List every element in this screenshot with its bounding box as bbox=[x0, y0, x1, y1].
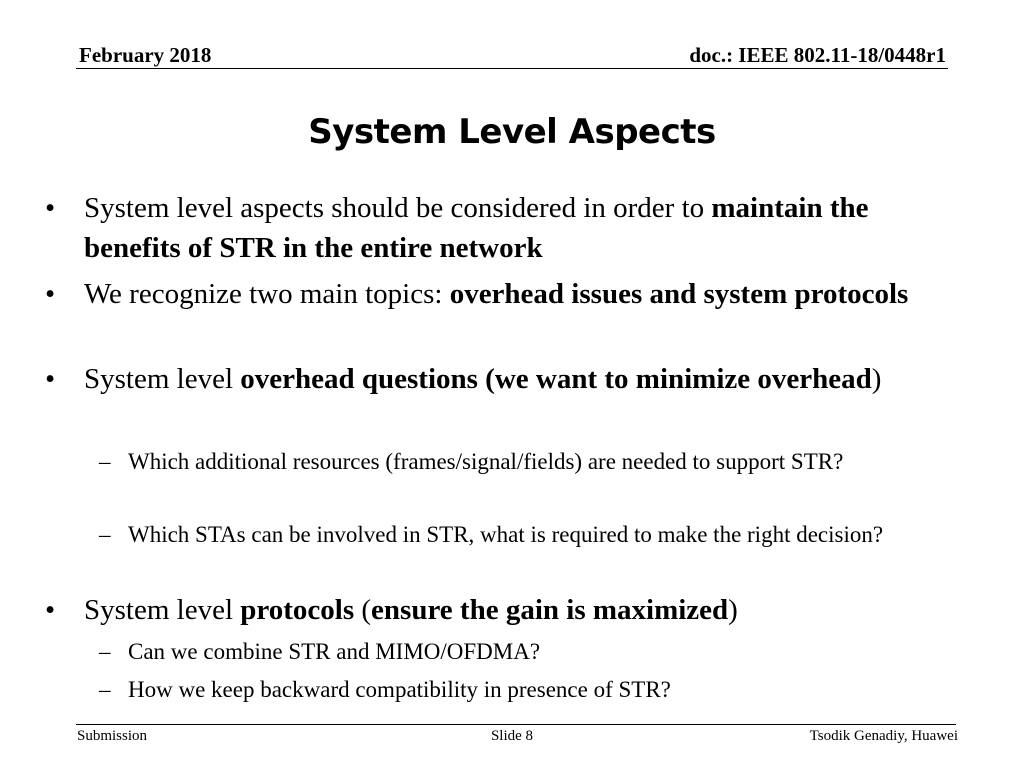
slide-title: System Level Aspects bbox=[308, 112, 716, 152]
sub-bullet-4-2 bbox=[99, 674, 958, 706]
sub-bullet-3-1 bbox=[99, 446, 958, 478]
footer-submission: Submission bbox=[77, 728, 148, 744]
footer-slide-number: Slide 8 bbox=[490, 728, 534, 744]
bullet-4-bold-2: ensure the gain is maximized bbox=[371, 594, 729, 626]
dash-mark: – bbox=[99, 449, 111, 474]
header-divider bbox=[76, 68, 948, 69]
bullet-3-tail: ) bbox=[871, 363, 882, 395]
dash-mark: – bbox=[99, 639, 111, 664]
bullet-3-text: System level bbox=[84, 363, 241, 395]
bullet-mark: • bbox=[45, 278, 56, 310]
header-date: February 2018 bbox=[79, 43, 212, 67]
bullet-4-tail: ) bbox=[728, 594, 738, 626]
bullet-4-mid: ( bbox=[354, 594, 372, 626]
bullet-3-bold: overhead questions (we want to minimize overhead bbox=[240, 363, 872, 395]
sub-bullet-3-2 bbox=[99, 519, 958, 551]
bullet-2-text: We recognize two main topics: bbox=[84, 278, 450, 310]
sub-bullet-text: Can we combine STR and MIMO/OFDMA? bbox=[128, 639, 541, 664]
bullet-mark: • bbox=[45, 363, 56, 395]
dash-mark: – bbox=[99, 677, 111, 702]
dash-mark: – bbox=[99, 522, 111, 547]
bullet-mark: • bbox=[45, 594, 56, 626]
footer-divider bbox=[76, 724, 956, 725]
bullet-mark: • bbox=[45, 192, 56, 224]
bullet-4-bold: protocols bbox=[240, 594, 355, 626]
bullet-1-bold: maintain the benefits of STR in the entire network bbox=[84, 192, 869, 264]
header-doc-id: doc.: IEEE 802.11-18/0448r1 bbox=[689, 43, 946, 67]
footer-author: Tsodik Genadiy, Huawei bbox=[809, 728, 958, 744]
bullet-4-text: System level bbox=[84, 594, 241, 626]
sub-bullet-text: How we keep backward compatibility in presence of STR? bbox=[128, 677, 671, 702]
sub-bullet-text: Which additional resources (frames/signal/fields) are needed to support STR? bbox=[128, 449, 844, 474]
bullet-1 bbox=[45, 188, 964, 268]
bullet-3 bbox=[45, 359, 964, 399]
bullet-2-bold: overhead issues and system protocols bbox=[449, 278, 909, 310]
bullet-4 bbox=[45, 590, 964, 630]
bullet-2 bbox=[45, 274, 964, 314]
sub-bullet-text: Which STAs can be involved in STR, what is required to make the right decision? bbox=[128, 522, 884, 547]
sub-bullet-4-1 bbox=[99, 636, 958, 668]
bullet-1-text: System level aspects should be considered in order to bbox=[84, 192, 712, 224]
